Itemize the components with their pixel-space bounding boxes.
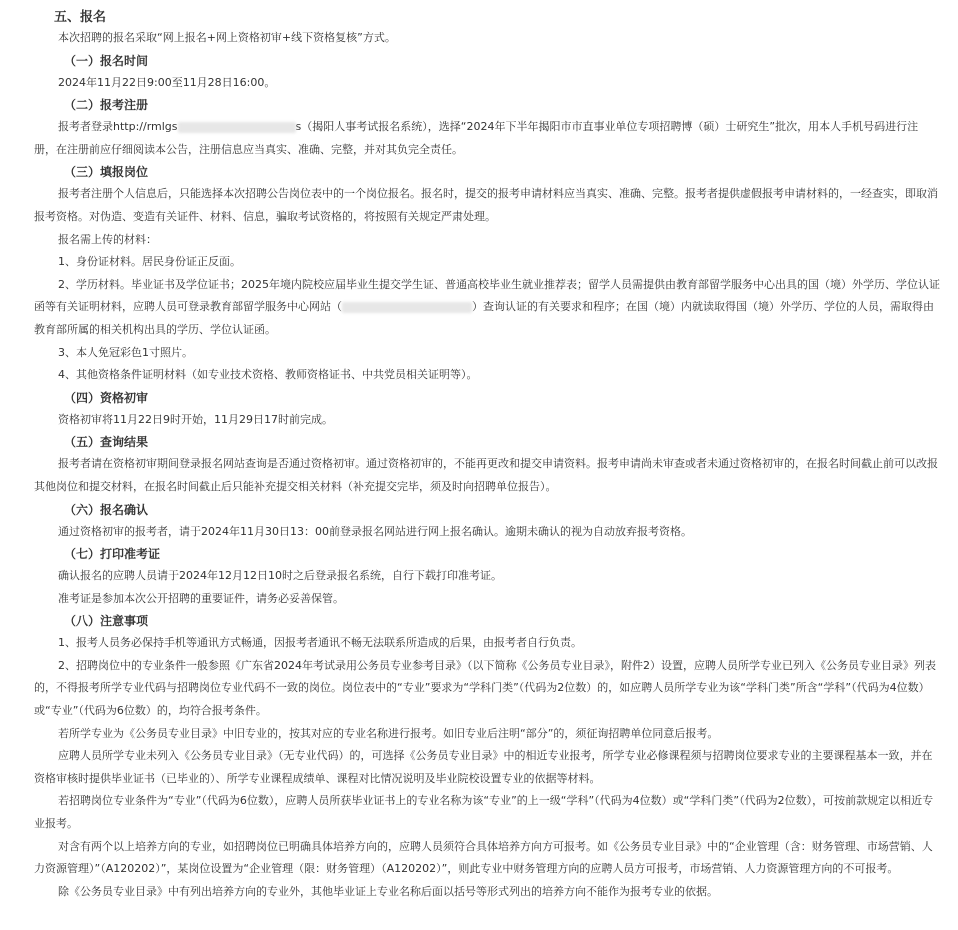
materials-item-2 (34, 274, 940, 342)
subsection-title-notes: （八）注意事项 (64, 614, 149, 629)
materials-heading: 报名需上传的材料： (58, 232, 157, 246)
results-text: 报考者请在资格初审期间登录报名网站查询是否通过资格初审。通过资格初审的，不能再更改和提交申请资料。报考申请尚未审查或者未通过资格初审的，在报名时间截止前可以改报其他岗位和提交材料，在报名时间截止后只能补充提交相关材料（补充提交完毕，须及时向招聘单位报告）。 (34, 457, 938, 493)
section-title-registration: 五、报名 (54, 10, 107, 25)
notes-paragraph-5: 若招聘岗位专业条件为“专业”（代码为6位数），应聘人员所获毕业证书上的专业名称为该“专业”的上一级“学科”（代码为4位数）或“学科门类”（代码为2位数），可按前款规定以相近专业报考。 (34, 794, 934, 831)
subsection-title-confirm: （六）报名确认 (64, 502, 149, 517)
register-paragraph (34, 116, 940, 161)
subsection-title-admission-ticket: （七）打印准考证 (64, 547, 161, 562)
registration-time-text: 2024年11月22日9:00至11月28日16:00。 (58, 75, 276, 89)
notes-item-2: 2、招聘岗位中的专业条件一般参照《广东省2024年考试录用公务员专业参考目录》（以下简称《公务员专业目录》，附件2）设置，应聘人员所学专业已列入《公务员专业目录》列表的，不得报考所学专业代码与招聘岗位专业代码不一致的岗位。岗位表中的“专业”要求为“学科门类”（代码为2位数）的，如应聘人员所学专业为该“学科门类”所含“学科”（代码为4位数）或“专业”（代码为6位数）的，均符合报考条件。 (34, 658, 936, 718)
admission-ticket-text-2: 准考证是参加本次公开招聘的重要证件，请务必妥善保管。 (58, 591, 344, 605)
materials-item-3: 3、本人免冠彩色1寸照片。 (58, 345, 193, 359)
subsection-title-review: （四）资格初审 (64, 390, 149, 405)
notes-paragraph-3: 若所学专业为《公务员专业目录》中旧专业的，按其对应的专业名称进行报考。如旧专业后注明“部分”的，须征询招聘单位同意后报考。 (58, 726, 719, 740)
register-text-end: s（揭阳人事考试报名系统），选择“2024年下半年揭阳市市直事业单位专项招聘博（硕）士研究生”批次，用本人手机号码进行注册，在注册前应仔细阅读本公告，注册信息应当真实、准确、完整，并对其负完全责任。 (34, 120, 919, 156)
materials-item-4: 4、其他资格条件证明材料（如专业技术资格、教师资格证书、中共党员相关证明等）。 (58, 368, 478, 382)
confirm-text: 通过资格初审的报考者，请于2024年11月30日13：00前登录报名网站进行网上报名确认。逾期未确认的视为自动放弃报考资格。 (58, 524, 692, 538)
position-paragraph-1: 报考者注册个人信息后，只能选择本次招聘公告岗位表中的一个岗位报名。报名时，提交的报考申请材料应当真实、准确、完整。报考者提供虚假报考申请材料的，一经查实，即取消报考资格。对伪造、变造有关证件、材料、信息，骗取考试资格的，将按照有关规定严肃处理。 (34, 187, 938, 223)
notes-paragraph-6: 对含有两个以上培养方向的专业，如招聘岗位已明确具体培养方向的，应聘人员须符合具体培养方向方可报考。如《公务员专业目录》中的“企业管理（含：财务管理、市场营销、人力资源管理）”（A120202）”，某岗位设置为“企业管理（限：财务管理）（A120202）”，则此专业中财务管理方向的应聘人员方可报考，市场营销、人力资源管理方向的不可报考。 (34, 839, 933, 876)
redacted-website-mask (342, 302, 472, 313)
subsection-title-register: （二）报考注册 (64, 98, 149, 113)
register-text-start: 报考者登录http://rmlgs (58, 120, 178, 134)
materials-item-2-start: 2、学历材料。毕业证书及学位证书；2025年境内院校应届毕业生提交学生证、普通高校毕业生就业推荐表；留学人员需提供由教育部留学服务中心出具的国（境）外学历、学位认证函等有关证明材料，应聘人员可登录教育部留学服务中心网站（ (34, 277, 940, 314)
subsection-title-results: （五）查询结果 (64, 435, 149, 450)
materials-item-2-end: ）查询认证的有关要求和程序；在国（境）内就读取得国（境）外学历、学位的人员，需取得由教育部所属的相关机构出具的学历、学位认证函。 (34, 300, 934, 336)
subsection-title-time: （一）报名时间 (64, 53, 149, 68)
redacted-url-mask (178, 122, 296, 133)
registration-intro: 本次招聘的报名采取“网上报名+网上资格初审+线下资格复核”方式。 (58, 31, 396, 44)
notes-paragraph-7: 除《公务员专业目录》中有列出培养方向的专业外，其他毕业证上专业名称后面以括号等形式列出的培养方向不能作为报考专业的依据。 (58, 884, 718, 898)
subsection-title-position: （三）填报岗位 (64, 165, 149, 180)
notes-item-1: 1、报考人员务必保持手机等通讯方式畅通，因报考者通讯不畅无法联系所造成的后果，由报考者自行负责。 (58, 636, 582, 650)
notes-paragraph-4: 应聘人员所学专业未列入《公务员专业目录》（无专业代码）的，可选择《公务员专业目录》中的相近专业报考，所学专业必修课程须与招聘岗位要求专业的主要课程基本一致，并在资格审核时提供毕业证书（已毕业的）、所学专业课程成绩单、课程对比情况说明及毕业院校设置专业的依据等材料。 (34, 749, 933, 785)
materials-item-1: 1、身份证材料。居民身份证正反面。 (58, 255, 241, 269)
review-text: 资格初审将11月22日9时开始，11月29日17时前完成。 (58, 412, 333, 426)
admission-ticket-text-1: 确认报名的应聘人员请于2024年12月12日10时之后登录报名系统，自行下载打印准考证。 (58, 569, 502, 583)
